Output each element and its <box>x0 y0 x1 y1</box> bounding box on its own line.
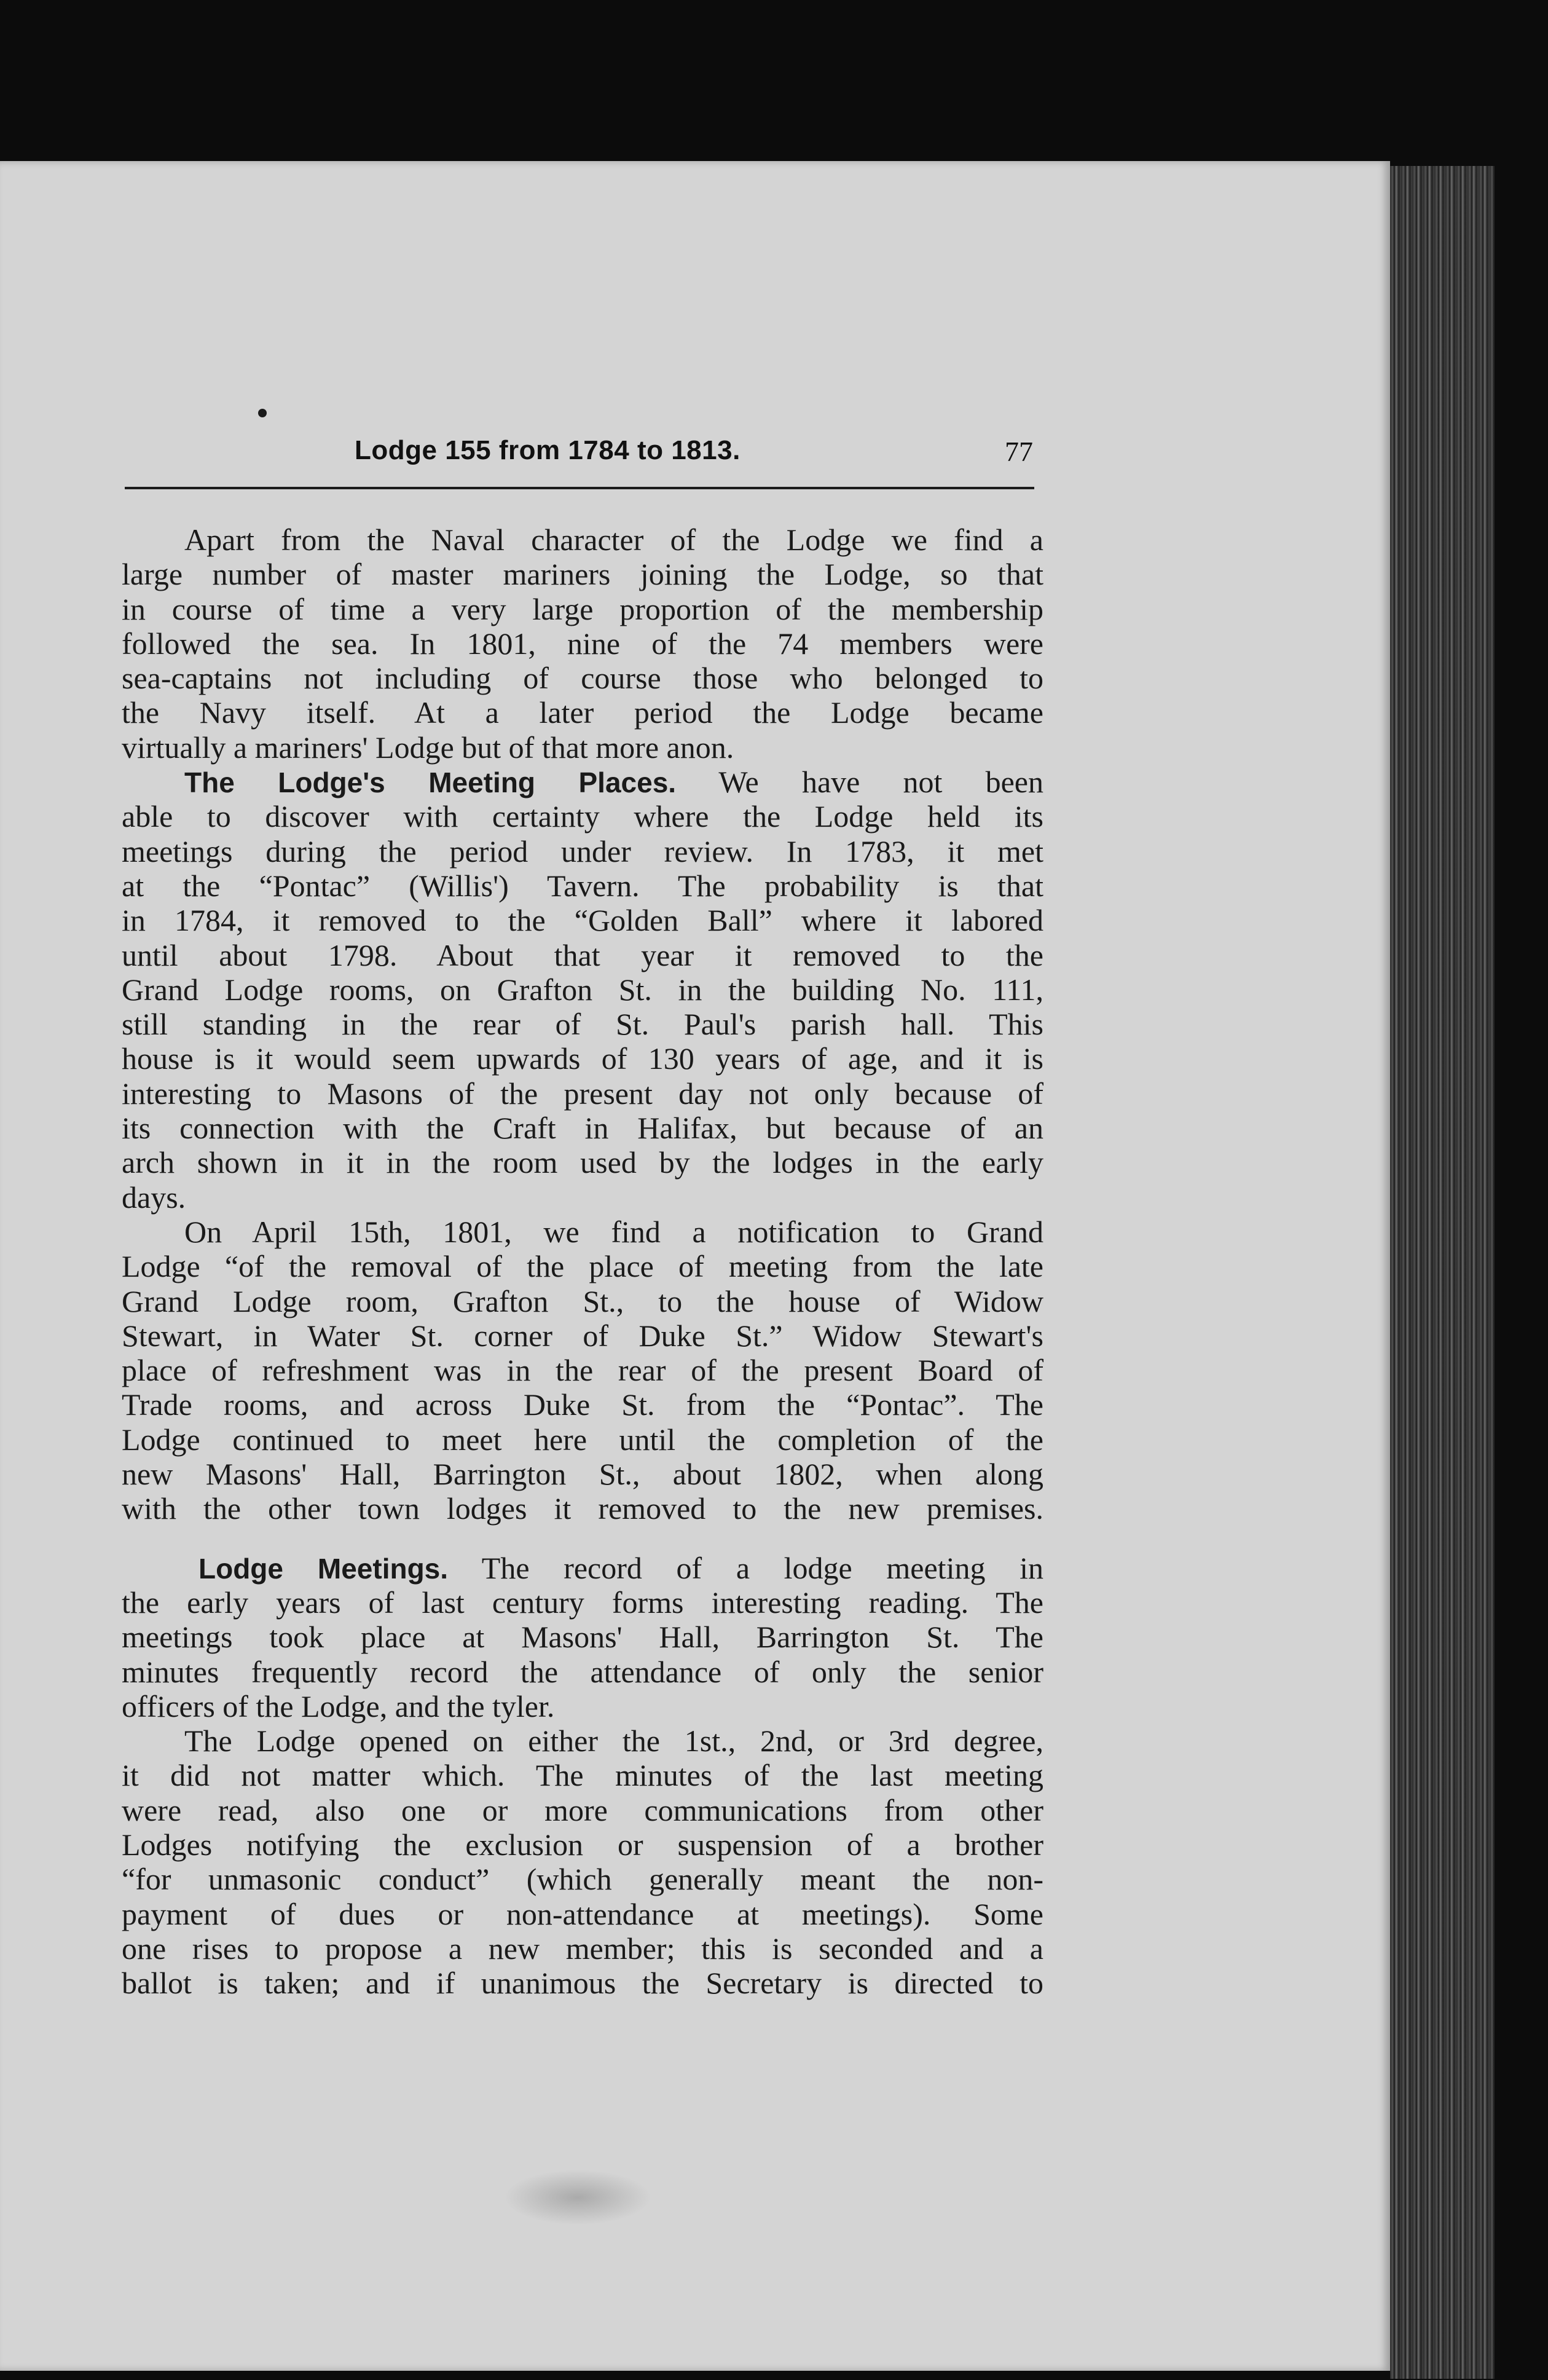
text-line: interesting to Masons of the present day not only because of <box>122 1076 1043 1111</box>
page-header <box>125 430 1034 486</box>
text-line: officers of the Lodge, and the tyler. <box>122 1688 555 1724</box>
text-line: days. <box>122 1180 186 1215</box>
header-rule <box>125 487 1034 489</box>
text-line: the Navy itself. At a later period the Lodge became <box>122 695 1043 730</box>
text-line: meetings took place at Masons' Hall, Barrington St. The <box>122 1620 1043 1655</box>
text-line: large number of master mariners joining the Lodge, so that <box>122 557 1043 592</box>
section-heading-lodge-meetings: Lodge Meetings. <box>198 1552 449 1585</box>
paragraph-gap <box>122 1526 1043 1551</box>
text-line: payment of dues or non-attendance at meetings). Some <box>122 1896 1043 1931</box>
running-head: Lodge 155 from 1784 to 1813. <box>355 435 741 465</box>
text-line: place of refreshment was in the rear of the present Board of <box>122 1353 1043 1388</box>
text-line: sea-captains not including of course those who belonged to <box>122 661 1043 696</box>
section-heading-meeting-places: The Lodge's Meeting Places. <box>184 766 677 799</box>
text-line: meetings during the period under review. In 1783, it met <box>122 833 1043 869</box>
text-run: We have not been <box>676 765 1044 800</box>
text-line: Lodge continued to meet here until the completion of the <box>122 1422 1043 1457</box>
text-line: followed the sea. In 1801, nine of the 74 members were <box>122 626 1043 661</box>
text-line: The Lodge opened on either the 1st., 2nd, or 3rd degree, <box>184 1724 1043 1759</box>
ink-speck <box>258 409 267 417</box>
text-line: Grand Lodge room, Grafton St., to the house of Widow <box>122 1283 1043 1318</box>
text-line: in course of time a very large proportion of the membership <box>122 591 1043 626</box>
text-line: house is it would seem upwards of 130 years of age, and it is <box>122 1041 1043 1076</box>
text-line <box>122 765 1043 799</box>
text-line: Stewart, in Water St. corner of Duke St.” Widow Stewart's <box>122 1318 1043 1353</box>
text-line: Trade rooms, and across Duke St. from the “Pontac”. The <box>122 1387 1043 1422</box>
text-run: The record of a lodge meeting in <box>448 1550 1043 1585</box>
text-line: in 1784, it removed to the “Golden Ball” where it labored <box>122 903 1043 938</box>
text-line: it did not matter which. The minutes of the last meeting <box>122 1758 1043 1793</box>
text-line: its connection with the Craft in Halifax, but because of an <box>122 1111 1043 1146</box>
ink-smudge <box>504 2170 651 2225</box>
text-line: one rises to propose a new member; this is seconded and a <box>122 1931 1043 1966</box>
text-line <box>122 1551 1043 1585</box>
text-line: new Masons' Hall, Barrington St., about 1802, when along <box>122 1457 1043 1492</box>
text-line: arch shown in it in the room used by the lodges in the early <box>122 1145 1043 1180</box>
text-line: the early years of last century forms interesting reading. The <box>122 1585 1043 1620</box>
text-line: ballot is taken; and if unanimous the Secretary is directed to <box>122 1966 1043 2001</box>
page-number: 77 <box>1005 436 1033 467</box>
text-line: minutes frequently record the attendance of only the senior <box>122 1654 1043 1689</box>
text-line: “for unmasonic conduct” (which generally meant the non- <box>122 1862 1043 1897</box>
text-line: virtually a mariners' Lodge but of that more anon. <box>122 730 734 765</box>
text-line: On April 15th, 1801, we find a notification to Grand <box>184 1214 1043 1249</box>
text-line: were read, also one or more communications from other <box>122 1792 1043 1827</box>
text-line: Grand Lodge rooms, on Grafton St. in the building No. 111, <box>122 972 1043 1007</box>
text-line: Lodges notifying the exclusion or suspension of a brother <box>122 1827 1043 1862</box>
body-text <box>122 522 1043 2000</box>
text-line: still standing in the rear of St. Paul's parish hall. This <box>122 1007 1043 1042</box>
text-line: with the other town lodges it removed to the new premises. <box>122 1491 1043 1526</box>
text-line: at the “Pontac” (Willis') Tavern. The probability is that <box>122 868 1043 903</box>
text-line: until about 1798. About that year it removed to the <box>122 937 1043 972</box>
text-line: able to discover with certainty where the Lodge held its <box>122 799 1043 834</box>
book-fore-edge <box>1390 166 1495 2379</box>
text-line: Apart from the Naval character of the Lodge we find a <box>184 522 1043 557</box>
text-line: Lodge “of the removal of the place of meeting from the late <box>122 1249 1043 1284</box>
